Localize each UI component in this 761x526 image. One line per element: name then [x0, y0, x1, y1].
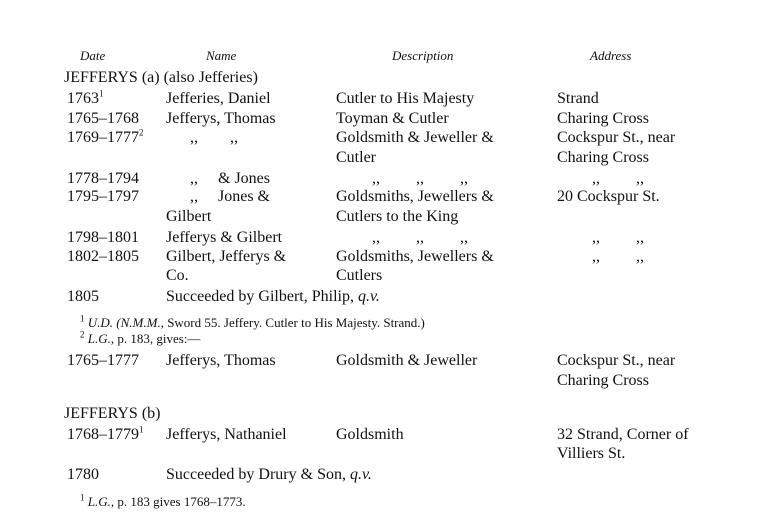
table-row-name: ,, ,, [190, 129, 238, 146]
header-description: Description [392, 48, 454, 63]
table-row-name-cont: Gilbert [166, 208, 212, 225]
section-b-heading: JEFFERYS (b) [64, 405, 161, 422]
table-row-date: 1780 [67, 466, 99, 483]
table-row-date: 1769–1777$^2$ [67, 127, 144, 146]
table-row-date: 1802–1805 [67, 248, 139, 265]
table-row-description-cont: Cutlers [336, 267, 383, 284]
table-row-date: 1768–1779$^1$ [67, 424, 144, 443]
table-row-description: Goldsmith [336, 426, 404, 443]
table-row-description-cont: Cutler [336, 149, 376, 166]
footnote: $^1$ U.D. (N.M.M., Sword 55. Jeffery. Cutler to His Majesty. Strand.) [80, 313, 425, 330]
table-row-name: Jefferys, Thomas [166, 110, 276, 127]
footnote-mark: 2 [139, 127, 144, 138]
table-row-date: 1795–1797 [67, 188, 139, 205]
table-row-description: Toyman & Cutler [336, 110, 449, 127]
footnote-mark: 1 [99, 88, 104, 99]
table-row-date: 1778–1794 [67, 170, 139, 187]
table-row-address-cont: Charing Cross [557, 149, 649, 166]
table-row-address: Cockspur St., near [557, 129, 676, 146]
table-row-description: ,, ,, ,, [372, 229, 468, 246]
table-row-date: 1765–1777 [67, 352, 139, 369]
table-row-description: Goldsmith & Jeweller & [336, 129, 494, 146]
table-row-name: Jefferys, Thomas [166, 352, 276, 369]
table-row-address: Cockspur St., near [557, 352, 676, 369]
table-row-name: Jefferys, Nathaniel [166, 426, 287, 443]
table-row-address-cont: Villiers St. [557, 445, 626, 462]
header-date: Date [80, 48, 106, 63]
table-row-address: Charing Cross [557, 110, 649, 127]
table-row-name: ,, & Jones [190, 170, 270, 187]
table-row-description: Goldsmith & Jeweller [336, 352, 478, 369]
table-row-name: Gilbert, Jefferys & [166, 248, 287, 265]
header-address: Address [590, 48, 632, 63]
footnote-mark: 1 [139, 424, 144, 435]
table-row-date: 1798–1801 [67, 229, 139, 246]
table-row-description: Goldsmiths, Jewellers & [336, 248, 494, 265]
table-row-description: Goldsmiths, Jewellers & [336, 188, 494, 205]
table-row-address: Strand [557, 90, 599, 107]
cross-reference: q.v. [357, 288, 380, 305]
header-name: Name [206, 48, 237, 63]
table-row-date: 1763$^1$ [67, 88, 104, 107]
table-row-address: ,, ,, [592, 248, 644, 265]
table-row-description: ,, ,, ,, [372, 170, 468, 187]
footnote: $^1$ L.G., p. 183 gives 1768–1773. [80, 492, 246, 509]
table-row-name: Jefferys & Gilbert [166, 229, 283, 246]
section-a-heading: JEFFERYS (a) (also Jefferies) [64, 69, 258, 86]
table-row-name: Jefferies, Daniel [166, 90, 271, 107]
table-row-date: 1765–1768 [67, 110, 139, 127]
table-row-description-cont: Cutlers to the King [336, 208, 459, 225]
table-row-address: 32 Strand, Corner of [557, 426, 689, 443]
table-row-date: 1805 [67, 288, 99, 305]
cross-reference: q.v. [349, 466, 372, 483]
successor-note: Succeeded by Gilbert, Philip, q.v. [166, 288, 380, 305]
table-row-address: ,, ,, [592, 170, 644, 187]
table-row-name: ,, Jones & [190, 188, 270, 205]
table-row-description: Cutler to His Majesty [336, 90, 475, 107]
table-row-name-cont: Co. [166, 267, 189, 284]
table-row-address: ,, ,, [592, 229, 644, 246]
table-row-address-cont: Charing Cross [557, 372, 649, 389]
successor-note: Succeeded by Drury & Son, q.v. [166, 466, 372, 483]
footnote: $^2$ L.G., p. 183, gives:— [80, 329, 201, 346]
table-row-address: 20 Cockspur St. [557, 188, 660, 205]
